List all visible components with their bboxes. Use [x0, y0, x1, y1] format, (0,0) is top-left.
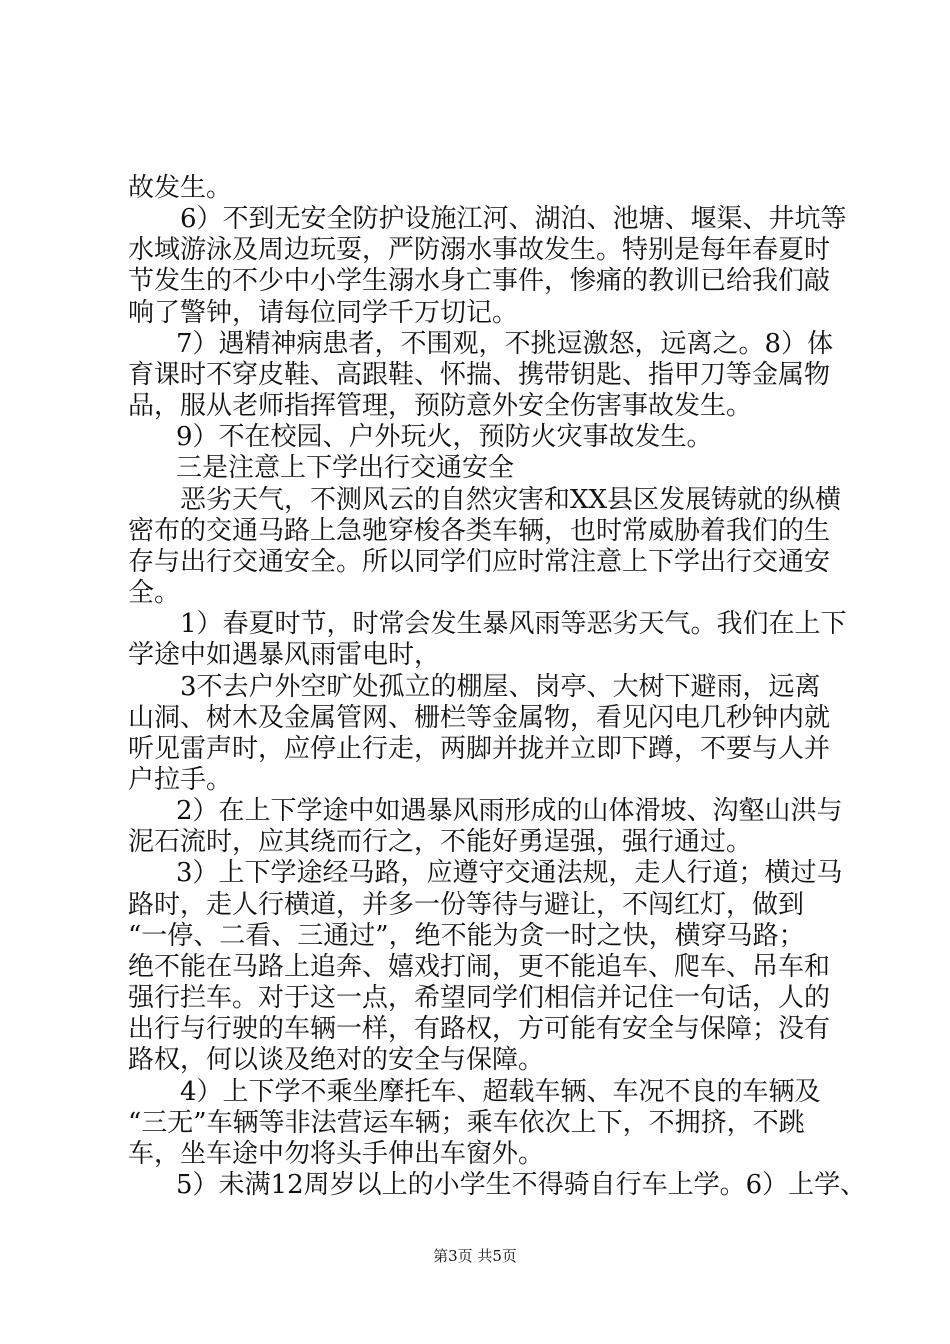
text-line: 泥石流时，应其绕而行之，不能好勇逞强，强行通过。 — [128, 827, 753, 857]
text-line: 3不去户外空旷处孤立的棚屋、岗亭、大树下避雨，远离 — [180, 672, 821, 702]
text-line: 路权，何以谈及绝对的安全与保障。 — [128, 1045, 545, 1075]
text-line: 故发生。 — [128, 173, 233, 203]
text-line: 2）在上下学途中如遇暴风雨形成的山体滑坡、沟壑山洪与 — [176, 796, 843, 826]
text-line: 恶劣天气，不测风云的自然灾害和XX县区发展铸就的纵横 — [180, 485, 842, 515]
text-line: 品，服从老师指挥管理，预防意外安全伤害事故发生。 — [128, 391, 753, 421]
text-line: 学途中如遇暴风雨雷电时， — [128, 640, 441, 670]
text-line: 路时，走人行横道，并多一份等待与避让，不闯红灯，做到 — [128, 890, 805, 920]
page-footer: 第3页 共5页 — [433, 1247, 517, 1265]
text-line: 密布的交通马路上急驰穿梭各类车辆，也时常威胁着我们的生 — [128, 516, 831, 546]
text-line: 听见雷声时，应停止行走，两脚并拢并立即下蹲，不要与人并 — [128, 734, 831, 764]
text-line: 3）上下学途经马路，应遵守交通法规，走人行道；横过马 — [176, 858, 843, 888]
text-line: 水域游泳及周边玩耍，严防溺水事故发生。特别是每年春夏时 — [128, 235, 831, 265]
text-line: 出行与行驶的车辆一样，有路权，方可能有安全与保障；没有 — [128, 1014, 831, 1044]
text-line: 节发生的不少中小学生溺水身亡事件，惨痛的教训已给我们敲 — [128, 266, 831, 296]
text-line: 育课时不穿皮鞋、高跟鞋、怀揣、携带钥匙、指甲刀等金属物 — [128, 360, 831, 390]
text-line: 1）春夏时节，时常会发生暴风雨等恶劣天气。我们在上下 — [180, 609, 847, 639]
text-line: 绝不能在马路上追奔、嬉戏打闹，更不能追车、爬车、吊车和 — [128, 952, 831, 982]
text-line: “三无”车辆等非法营运车辆；乘车依次上下，不拥挤，不跳 — [128, 1108, 805, 1138]
text-line: 响了警钟，请每位同学千万切记。 — [128, 298, 519, 328]
text-line: 9）不在校园、户外玩火，预防火灾事故发生。 — [176, 422, 713, 452]
text-line: 强行拦车。对于这一点，希望同学们相信并记住一句话，人的 — [128, 983, 831, 1013]
text-line: 4）上下学不乘坐摩托车、超载车辆、车况不良的车辆及 — [180, 1077, 821, 1107]
text-line: 5）未满12周岁以上的小学生不得骑自行车上学。6）上学、 — [176, 1170, 867, 1200]
text-line: 全。 — [128, 578, 181, 608]
text-line: 存与出行交通安全。所以同学们应时常注意上下学出行交通安 — [128, 547, 831, 577]
text-line: 7）遇精神病患者，不围观，不挑逗激怒，远离之。8）体 — [176, 329, 834, 359]
text-line: 户拉手。 — [128, 765, 233, 795]
section-heading: 三是注意上下学出行交通安全 — [176, 453, 515, 483]
text-line: “一停、二看、三通过”，绝不能为贪一时之快，横穿马路； — [128, 921, 805, 951]
text-line: 山洞、树木及金属管网、栅栏等金属物，看见闪电几秒钟内就 — [128, 703, 831, 733]
text-line: 车，坐车途中勿将头手伸出车窗外。 — [128, 1139, 545, 1169]
text-line: 6）不到无安全防护设施江河、湖泊、池塘、堰渠、井坑等 — [180, 204, 847, 234]
